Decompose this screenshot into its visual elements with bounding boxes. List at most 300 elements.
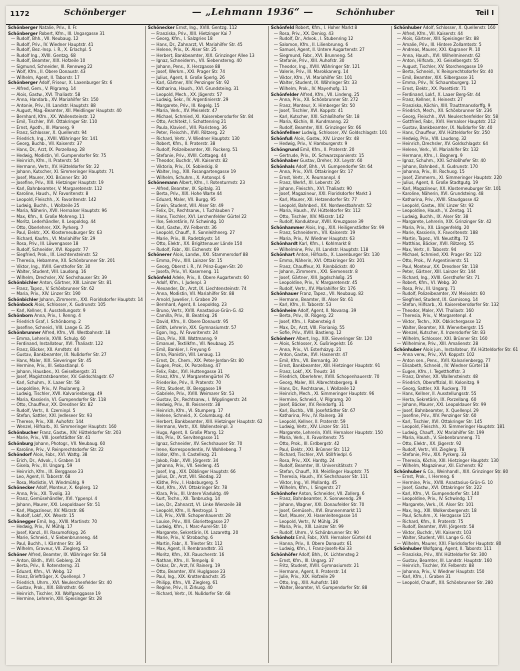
directory-entry: — Karl, Kellner, II. Ausstellungsstr. 9 (11, 308, 86, 314)
directory-entry: — Edith, Lehrerin, XIX. Gymnasiumstr. 57 (150, 325, 237, 331)
directory-entry: — Siegfried, Prok., IX. Liechtensteinstr. 52 (11, 253, 98, 259)
directory-entry: — Wilhelm, Schuhm., X. Antonspl. 6 (150, 175, 226, 181)
directory-entry: — Otto, Chauffeur, XX. Dresdner Str. 82 (11, 403, 94, 409)
directory-entry: — Johann, Hausbes., XI. Geiselbergstr. 31 (11, 369, 97, 375)
directory-entry: — Eduard, Maler, VII. Burgg. 95 (150, 197, 216, 203)
directory-entry: — Viktor, Buchdr., VII. Kaiserstr. 103 (396, 530, 472, 536)
directory-entry: — Theodor, Ing., XVIII. Währinger Str. 121 (273, 64, 360, 70)
directory-entry: — Valerie, Priv., III. Marokkanerg. 14 (273, 70, 349, 76)
directory-entry: — Friedrich Graf, I. Schönborng. 2 (11, 319, 81, 325)
directory-entry: — Franz, Schneiderm., VII. Kaiserstr. 19 (273, 231, 356, 237)
directory-entry: — Hans, Tischler, XVI. Lerchenfelder Gürtel 22 (150, 214, 247, 220)
directory-entry: — Ernst, Kfm., III. Ungarg. 37 (273, 558, 334, 564)
directory-entry: Schönbichler Anton, Gärtner, XIII. Lainzer Str. 81 (8, 281, 112, 287)
directory-entry: — Herbert, Bankbeamter, XIII. Hietzinger Hauptstr. 62 (150, 419, 263, 425)
directory-entry: — Rudolf, Vertr., VII. Zieglerg. 78 (396, 447, 465, 453)
directory-entry: — Franz, Dreher, XX. Wallensteinstr. 48 (396, 375, 478, 381)
directory-entry: — Rudolf, Schneider, XVI. Koppstr. 77 (11, 247, 89, 253)
directory-entry: — Anna, Priv., XVII. Ottakringer Str. 17 (273, 170, 354, 176)
directory-entry: — Leopold, Chauff., X. Sonnleithnerg. 27 (150, 231, 235, 237)
directory-entry: Schönbucher Franz, Gastw., XIV. Hütteldorfer Str. 203 (8, 430, 122, 436)
directory-entry: — Ignaz, Schuhm., XXI. Schloßhofer Str. 40 (396, 159, 486, 165)
directory-entry: — Paula, Klavierl., VIII. Piaristeng. 36 (150, 125, 227, 131)
directory-entry: — Richard, Kaufm., VI. Mariahilfer Str. 29 (11, 236, 96, 242)
directory-entry: — Wilhelmine, Priv., III. Landstr. Hauptstr. 118 (273, 247, 369, 253)
directory-entry: Schönbock Alois, Schlosser, X. Gudrunstr. 105 (8, 303, 106, 309)
directory-entry: — Leopold, Fleischh., X. Favoritenstr. 142 (11, 197, 97, 203)
directory-entry: Schönholz Emil, Fabr., XVII. Hernalser Gürtel 44 (270, 536, 372, 542)
directory-entry: — Hermann, Agent, II. Praterstr. 14 (273, 569, 347, 575)
directory-entry: — Rudolf, Kondukteur, XVIII. Kreuzgasse 39 (273, 220, 364, 226)
directory-entry: — Gustav, Bankbeamter, IX. Nußdorfer Str. 27 (11, 353, 107, 359)
directory-entry: — Erich, Dr., Advok., I. Graben 14 (11, 458, 81, 464)
directory-entry: — Heinrich, Tischler, XII. Wolfganggasse 19 (11, 591, 101, 597)
directory-entry: — Josefine, Priv., XIV. Penzinger Str. 60 (396, 414, 477, 420)
directory-entry: — Ludwig, Buchh., I. Wollzeile 25 (11, 203, 80, 209)
directory-entry: — Leopoldine, Haush., V. Zentag. 11 (396, 209, 472, 215)
directory-entry: — Josefa, Priv., VI. Kaserneng. 11 (150, 270, 220, 276)
directory-entry: — Wilhelm, Agent, II. Taborstr. 17 (11, 75, 80, 81)
directory-entry: — Irene, Korrespondentin, IV. Wohllebeng. 7 (150, 447, 242, 453)
directory-entry: — Josef, Gastw., XVI. Ottakringer Str. 222 (396, 486, 482, 492)
directory-entry: — Paul, Ing., XIX. Krottenbachstr. 35 (150, 575, 226, 581)
directory-entry: Schönecker Ernst, Ing., XVIII. Gentzg. 112 (147, 26, 237, 31)
directory-entry: Schöner Alfred, Beamter, IX. Währinger Str. 58 (8, 552, 107, 558)
directory-entry: — Johann, Pens., X. Herzgasse 88 (150, 64, 221, 70)
directory-entry: — Rudolf Ing., XVIII. Gentzg. 68 (11, 53, 76, 59)
directory-entry: — Berta, Priv., IX. Rögerg. 22 (273, 314, 334, 320)
directory-entry: — Ernst, Vertr., X. Reumannpl. 4 (273, 175, 341, 181)
directory-entry: — Hermine, Priv., XVIII. Anastasius-Grün-G. 10 (396, 480, 493, 486)
directory-entry: — Anton, Bildh., XVII. Geblerg. 24 (11, 558, 81, 564)
directory-entry: — Ernst, Bankbeamter, XIII. Hietzinger Hauptstr. 91 (273, 364, 381, 370)
directory-entry: — Eugen, Prok., IX. Porzellang. 47 (150, 364, 221, 370)
directory-entry: — Rudolf, Dr., Advok., I. Stubenring 12 (273, 37, 354, 43)
directory-entry: — Leopold, Kellner, II. Praterstr. 59 (273, 419, 346, 425)
directory-entry: — Rudolf, Priv., IV. Wiedner Hauptstr. 41 (11, 42, 94, 48)
directory-entry: — Emma, Priv., XIII. Lainzer Str. 15 (150, 258, 223, 264)
directory-entry: — Herbert, Bankbeamter, XIX. Grinzinger Allee 13 (150, 53, 255, 59)
directory-entry: — Katharina, Haush., XVI. Grundsteing. 31 (150, 87, 239, 93)
directory-entry: — Leopold, Fleischh., XI. Simmeringer Hauptstr. 181 (396, 425, 505, 431)
directory-entry: — Johann, Bahnbed., X. Gudrunstr. 170 (396, 164, 478, 170)
directory-entry: — Margarete, Lehrerin, XVII. Hernalser Hauptstr. 150 (273, 430, 383, 436)
directory-entry: — Erwin, Student, VIII. Alser Str. 49 (150, 203, 224, 209)
directory-entry: — Lili, Priv., XVIII. Schopenhauerstr. 28 (150, 514, 231, 520)
directory-entry: — Heinrich, Mech., XI. Simmeringer Hauptstr. 96 (273, 392, 375, 398)
directory-entry: — Hedwig, Priv., VIII. Laudong. 32 (396, 136, 467, 142)
directory-entry: — Rudolf, Beamter, XVII. Jörgerstr. 58 (396, 525, 475, 531)
directory-entry: — Viktor, Ing., XVIII. Gersthofer Str. 30 (11, 264, 91, 270)
directory-entry: — Rosa, Priv., XIX. Hardtg. 24 (273, 458, 335, 464)
directory-entry: — Ludwig, Tischler, XVII. Kalvarienbergg. 49 (11, 392, 103, 398)
directory-entry: — Leopold, Bahnbed., XX. Nordwestbahnstr. 52 (273, 203, 372, 209)
directory-entry: — Georg, Maler, XII. Albrechtsbergerg. 8 (273, 381, 358, 386)
directory-entry: — Wilhelm, Drechsler, XV. Sechshauser Str. 39 (11, 275, 107, 281)
directory-entry: — Ida, Priv., IX. Servitengasse 11 (150, 436, 220, 442)
directory-entry: — Stefanie, Priv., XIII. Auhofstr. 30 (273, 59, 345, 65)
directory-entry: — Bernhard, Kfm., XX. Wallensteinstr. 12 (11, 114, 96, 120)
directory-entry: — Karoline, Näherin, XVI. Grundsteing. 48 (396, 192, 484, 198)
directory-entry: — Josef, Kfm., I. Rabensteig 4 (273, 319, 335, 325)
directory-entry: — Maria, Priv., XIV. Linzer Str. 190 (11, 292, 81, 298)
directory-entry: — Berta, Priv., II. Rotensterng. 31 (11, 564, 80, 570)
directory-entry: — Max, Dr., Arzt, VIII. Florianig. 55 (273, 325, 345, 331)
directory-entry: — Richard, Kfm., II. Praterstr. 75 (396, 519, 464, 525)
directory-entry: Schönberger Adolf, Friseur, X. Laxenburger Str. 6 (8, 81, 113, 87)
directory-entry: — Friedrich, Ing., XVIII. Währinger Str. 141 (11, 136, 98, 142)
directory-entry: Schönhuber Adolf, Schlosser, X. Quellenstr. 160 (393, 26, 496, 31)
directory-entry: — Josef, Bahnbeamter, X. Quellenpl. 29 (396, 408, 479, 414)
directory-entry: — Walter, Student, VIII. Laudong. 16 (11, 270, 87, 276)
directory-entry: — Michael, Schmied, XI. Kaiserebersdorfer Str. 84 (150, 114, 254, 120)
directory-entry: — Stefan, Hilfsarb., XI. Kaiserebersdorfer Str. 132 (396, 303, 499, 309)
directory-entry: — Rudolf, Fabr., XII. Eichenstr. 69 (150, 247, 219, 253)
directory-entry: — Karl, Magazineur, XX. Klosterneuburger Str. 101 (396, 186, 502, 192)
directory-entry: Schönberger Robert, Kfm., III. Ungargasse 31 (8, 31, 105, 37)
directory-entry: — Karl, Kfm., I. Graben 31 (396, 575, 451, 581)
directory-entry: — Andreas, Maurer, XXI. Kagraner Pl. 10 (396, 48, 481, 54)
directory-entry: — Jakob, Fabr., XVII. Jörgerstr. 34 (150, 458, 219, 464)
directory-entry: — Matthias, Bäcker, XVII. Rötzerg. 55 (396, 242, 474, 248)
directory-entry: — Paul, Buchh., I. Kärntner Str. 36 (11, 541, 81, 547)
directory-entry: — Richard, Tischler, XVI. Stillfriedpl. 6 (273, 453, 352, 459)
directory-entry: — Friedrich, Mech., XII. Schönbrunner Str. 236 (396, 109, 493, 115)
directory-entry: — Ludwig, Sekr., IV. Argentinierstr. 29 (150, 98, 229, 104)
directory-entry: — Ernst, Prok., I. Herreng. 6 (396, 475, 455, 481)
directory-entry: Schönfeld Adele, Priv., II. Obere Augartenstr. 60 (147, 275, 249, 281)
directory-entry: — Franziska, Köchin, XIII. Trauttmansdorffg. 9 (396, 103, 491, 109)
directory-entry: — Oskar, Dr., Arzt, IV. Rainerg. 19 (150, 564, 221, 570)
directory-entry: — Julie, Priv., XIX. Hofzeile 29 (273, 575, 335, 581)
directory-entry: — Gottfried, Fabr., XVII. Hernalser Hauptstr. 212 (396, 120, 496, 126)
directory-entry: — Rosa, Priv., XX. Denisg. 43 (273, 31, 334, 37)
directory-entry: — Ludwig, Chauff., XV. Mariahilfer Str. 199 (396, 430, 485, 436)
directory-entry: — Alexander, Dr., Arzt, IX. Liechtensteinstr. 74 (150, 286, 247, 292)
directory-entry: — Franz, Bäcker, XII. Arndtstr. 44 (11, 347, 79, 353)
directory-entry: — Walter, Ing., XIII. Fasangartengasse 19 (150, 170, 236, 176)
directory-entry: — Karl, Magazineur, XV. Märzstr. 86 (11, 508, 85, 514)
directory-entry: — Otto, Prok., III. Erdbergstr. 42 (273, 442, 340, 448)
directory-entry: — Moritz, Lederhändler, II. Leopoldsg. 44 (11, 220, 96, 226)
directory-entry: — Heinrich, Drechsler, XV. Goldschlagstr. 64 (396, 142, 488, 148)
directory-entry: — Emil, Beamter, XIX. Silbergasse 31 (396, 75, 475, 81)
directory-entry: — Antonie, Priv., III. Landstr. Hauptstr. 88 (11, 103, 96, 109)
directory-entry: — Anna verw., Priv., XVI. Koppstr. 102 (396, 353, 475, 359)
directory-entry: — Richard, Ing., XVIII. Gersthofer Str. 71 (396, 275, 480, 281)
page-number: 1172 (10, 10, 30, 18)
directory-entry: — Helene, Priv., IX. Alser Str. 25 (150, 48, 217, 54)
directory-entry: Schönburg Johann, Photogr., VII. Neubaug. 60 (8, 442, 106, 448)
directory-entry: — Josef, Magistratsbeamter, XV. Goldschlagstr. 67 (11, 375, 115, 381)
directory-entry: — Klara, Priv., III. Untere Viaduktg. 49 (150, 491, 229, 497)
directory-entry: — Rosa, Modistin, VI. Windmühlg. 9 (11, 480, 85, 486)
directory-entry: — Rudolf, Bez.-Insp. i. R., X. Erlachpl. 5 (11, 48, 92, 54)
directory-entry: — Louise, Priv., XIII. Gloriettegasse 27 (150, 519, 230, 525)
directory-entry: — Bernhard, Agent, II. Leopoldsg. 23 (150, 303, 227, 309)
directory-entry: — Elsa, Priv., XIII. Wattmanng. 9 (150, 336, 218, 342)
directory-entry: — Wenzel, Kutscher, X. Inzersdorfer Str. 83 (396, 331, 486, 337)
directory-entry: — Heinrich, Tischler, XV. Felberstr. 88 (396, 564, 475, 570)
directory-entry: — Marie, Kassierin, X. Favoritenstr. 188 (396, 231, 478, 237)
directory-entry: — Richard, Vertr., IX. Nußdorfer Str. 68 (150, 591, 231, 597)
directory-entry: — Ludwig, Kfm., I. Franz-Josefs-Kai 33 (273, 547, 352, 553)
directory-entry: — Hans, Chauffeur, XIV. Hütteldorfer Str. 250 (396, 131, 490, 137)
directory-entry: — Therese, Priv., XIII. Auhofstr. 144 (11, 419, 84, 425)
directory-entry: Schönbichler Johann, Zimmerm., XXI. Floridsdorfer Hauptstr. 14 (8, 297, 143, 303)
directory-entry: — Franz, Schlosser, X. Quellenstr. 94 (11, 131, 87, 137)
directory-entry: — David, Kfm., II. Obere Donaustr. 95 (150, 319, 229, 325)
directory-entry: — Peter, Gärtner, XIII. Lainzer Str. 144 (396, 270, 476, 276)
directory-entry: — Eugen, Kfm., I. Tegetthoffstr. 3 (396, 369, 465, 375)
directory-entry: — Johann, Wagner, XXI. Donaufelder Str. 70 (273, 503, 365, 509)
directory-entry: — Georg, Kfm., I. Salzgries 18 (150, 37, 213, 43)
directory-entry: — Katharina, Priv., IV. Rainerg. 38 (273, 414, 344, 420)
directory-entry: — Sofie, Priv., XVIII. Bastieng. 12 (273, 331, 342, 337)
directory-entry: — Robert, Kfm., II. Praterstr. 38 (150, 142, 216, 148)
directory-entry: — Franz, Lokf., XX. Treustr. 34 (273, 369, 336, 375)
directory-entry: — Felix, Fabr., XVI. Huttengasse 31 (150, 369, 223, 375)
directory-entry: — Julius, Agent, II. Große Sperlg. 26 (150, 75, 225, 81)
directory-entry: Schönhals Adolf, Bhh., VI. Gumpendorfer Str. 64 (270, 164, 373, 170)
directory-entry: — Wenzel, Hilfsarb., XI. Simmeringer Hauptstr. 160 (11, 425, 117, 431)
directory-entry: — Hermann, Vertr., XX. Wallensteinpl. 3 (150, 425, 233, 431)
directory-entry: Schönfuß Alois, Gastw., XIV. Linzer Str. 48 (270, 136, 360, 142)
directory-entry: — Ferdinand, Installateur, XVI. Thaliastr. 122 (11, 342, 104, 348)
directory-entry: — Marie, Priv., III. Radetzkystr. 14 (150, 236, 220, 242)
directory-entry: — Franz, Kellner, II. Heinestr. 27 (396, 98, 463, 104)
directory-entry: — Otto, Oberlehrer, XIX. Pyrkerg. 7 (11, 225, 84, 231)
directory-entry: Schöngrund Emil, Kfm., II. Praterstr. 20 (270, 148, 355, 154)
directory-entry: — Wilhelm, Kfm., I. Singerstr. 27 (273, 486, 341, 492)
directory-entry: Schöndorf Alois, Fabr., XVI. Wattg. 38 (8, 453, 88, 459)
directory-entry: — Wilhelm, Magazineur, XII. Eichenstr. 92 (396, 464, 483, 470)
directory-entry: — Otto, Ing., XIII. Auhofstr. 180 (273, 580, 339, 586)
directory-entry: — Theodor, Maler, XVI. Thaliastr. 160 (396, 308, 474, 314)
left-keyword: Schönberger (64, 8, 126, 18)
directory-entry: — Camilla, Priv., III. Beatrixg. 26 (150, 314, 218, 320)
directory-entry: — Ilse, Sekretärin, IV. Schwindg. 10 (150, 220, 224, 226)
directory-entry: — Maria, Verk., X. Favoritenstr. 75 (273, 436, 344, 442)
directory-entry: — Josef, Zimmerm., XI. Simmeringer Hauptstr. 220 (396, 175, 502, 181)
directory-entry: — Martin, Fabr., X. Triester Str. 112 (150, 541, 223, 547)
directory-entry: — Leopoldine, Priv., V. Margaretenstr. 45 (273, 281, 358, 287)
directory-entry: — Theresia, Köchin, XIII. Hietzinger Hauptstr. 130 (396, 458, 499, 464)
directory-entry: — Max, Ing., XIII. Wolkersbergenstr. 18 (396, 508, 477, 514)
directory-entry: — Emil, Kfm., VII. Bernardg. 30 (273, 358, 338, 364)
directory-entry: — Emanuel, Textilkfm., VII. Neubaug. 25 (150, 342, 234, 348)
directory-entry: — Viktor, Techn., XIX. Obkirchergasse 12 (396, 319, 481, 325)
directory-entry: — Stefan, Sattler, XXI. Jedleseer Str. 93 (11, 414, 93, 420)
directory-entry: — Fritz, Student, XVIII. Gymnasiumstr. 21 (273, 564, 360, 570)
directory-entry: — Johanna, Priv., III. Rochusg. 15 (396, 170, 465, 176)
directory-entry: — Adolf, Kfm., I. Judenpl. 3 (150, 281, 207, 287)
directory-entry: — Ignaz, Schneiderm., VII. Siebensterng. 40 (150, 59, 242, 65)
directory-entry: — Rudolf, Vertr., II. Czerninpl. 5 (11, 408, 76, 414)
directory-entry: — Theresia, Priv., V. Margaretenpl. 4 (396, 314, 472, 320)
directory-entry: Schönbrunner Alfred, Kfm., VII. Westbahnstr. 18 (8, 331, 111, 337)
directory-entry: — Erna, Pianistin, VIII. Lenaug. 13 (150, 353, 221, 359)
directory-entry: — Viktor, Kfm., VI. Mariahilfer Str. 101 (273, 75, 353, 81)
directory-entry: — Otto, Tischler, XIV. Märzstr. 142 (273, 214, 345, 220)
directory-entry: — Theodor, Buchdr., VII. Kaiserstr. 82 (150, 159, 228, 165)
directory-entry: — Käthe, Priv., I. Habsburgerg. 5 (150, 480, 218, 486)
directory-entry: — Salomon, Kfm., II. Lilienbrunng. 6 (273, 42, 349, 48)
column-3 (269, 26, 392, 663)
directory-entry: — Helene, Schneid., X. Columbusg. 44 (150, 414, 231, 420)
directory-entry: — Wilhelm, Maurer, XXI. Floridsdorfer Hauptstr. 80 (396, 541, 502, 547)
directory-entry: — Georg, Fleischh., XVI. Neulerchenfelder Str. 58 (396, 114, 499, 120)
directory-entry: — Josef, Tischler, XVI. Koppstr. 41 (273, 109, 344, 115)
directory-entry: — Alois, Gastw., XVI. Thaliastr. 58 (11, 92, 81, 98)
directory-entry: — Wilhelm, Prok., IV. Mayerhofg. 11 (273, 87, 348, 93)
directory-entry: — Hermine, Schneid., V. Pilgramg. 20 (273, 397, 351, 403)
directory-entry: — Max, Vertr., II. Taborstr. 94 (396, 247, 457, 253)
directory-entry: — Hermann, Kfm., I. Bognerg. 9 (396, 153, 463, 159)
directory-entry: — Otto, Elektr., XX. Brigittenauer Lände 150 (150, 242, 243, 248)
directory-entry: — Ferdinand, Lokf., X. Laaer Berg-Str. 44 (396, 92, 481, 98)
directory-entry: — Helene, Verk., VI. Mariahilfer Str. 132 (396, 148, 479, 154)
directory-entry: — Karl, Gastw., XV. Felberstr. 36 (150, 225, 217, 231)
directory-entry: Schönhammer Alois, Ing., XIX. Heiligenstädter Str. 99 (270, 225, 385, 231)
directory-entry: — Hermann, Vertr., XV. Hütteldorfer Str. 22 (11, 164, 100, 170)
directory-entry: — Stefanie, Priv., XVIII. Cottageg. 44 (150, 153, 227, 159)
directory-entry: — Anton sen., Pens., XVII. Kalvarienbergg. 77 (396, 358, 491, 364)
directory-title: — „Lehmann 1936“ — (192, 7, 314, 18)
directory-entry: — Amalie, Priv., III. Hintere Zollamtsstr. 5 (396, 42, 482, 48)
directory-entry: — Otto, Elektr., XX. Jägerstr. 92 (396, 442, 462, 448)
directory-entry: — Otto, Beamter, XIV. Huglgasse 23 (150, 569, 226, 575)
directory-entry: — Katharina, Priv., XVIII. Staudgasse 42 (396, 197, 479, 203)
directory-entry: — Maria, Haush., XV. Hütteldorfer Str. 112 (273, 209, 361, 215)
directory-entry: — Alfred, Gem., V. Pilgramg. 14 (11, 87, 76, 93)
directory-entry: — Franziska, Priv., XIII. Hietzinger Kai 7 (150, 31, 232, 37)
directory-entry: — Martin, Tapez., VII. Neustiftg. 72 (396, 236, 469, 242)
directory-entry: Schönecker Adolf, Monteur, X. Keplerg. 12 (8, 486, 99, 492)
directory-entry: — Heinrich, Kfm., VI. Stumperg. 17 (150, 408, 224, 414)
directory-entry: — Ludwig, Kfm., I. Marc-Aurel-Str. 10 (150, 525, 227, 531)
directory-entry: — Rudolf, Uhrm., V. Schönbrunner Str. 90 (273, 530, 359, 536)
directory-entry: — Rudolf, Vertr., XV. Mariahilfer Str. 176 (273, 286, 356, 292)
directory-entry: — Emma, Näherin, XVI. Ottakringer Str. 201 (273, 258, 365, 264)
directory-entry: — Herta, Sekretärin, IX. Porzellang. 60 (396, 397, 477, 403)
directory-entry: — Alois, Schlosser, X. Gußriegelstr. 16 (273, 342, 353, 348)
directory-entry: — Leopoldine, Priv., IV. Schwindg. 17 (396, 497, 473, 503)
directory-entry: — Gustav, Dr., Rechtsanw., I. Wipplingerstr. 24 (150, 397, 247, 403)
directory-entry: — Karl, Kfm., II. Taborstr. 53 (273, 303, 332, 309)
directory-entry: — Max, Agent, II. Rembrandtstr. 31 (150, 547, 224, 553)
directory-entry: — Hermine, Lehrerin, XIII. Speisinger Str. 28 (11, 597, 102, 603)
directory-entry: — Otto, Architekt, I. Schottenring 21 (150, 120, 227, 126)
directory-entry: Schönherr Albert, Ing., XIX. Sieveringer Str. 120 (270, 336, 373, 342)
directory-entry: — Walter, Student, VIII. Lange G. 61 (396, 536, 472, 542)
directory-entry: Schönhofer Anton, Schneider, VII. Zollerg. 6 (270, 491, 365, 497)
directory-entry: — Josef, Gärtner, XIII. Jagdschloßg. 25 (273, 275, 353, 281)
directory-entry: Schönberger Natalie, Priv., II. Fr. (8, 26, 78, 31)
directory-entry: — Hans, Dr., Arzt, IX. Porzellang. 28 (11, 148, 85, 154)
directory-entry: — Wilhelm, Schlosser, XXI. Brünner Str. 160 (396, 336, 488, 342)
directory-entry: — Johanna, Priv., VII. Seideng. 45 (150, 464, 220, 470)
directory-entry: — Maria, Köchin, III. Kundmanng. 22 (273, 120, 349, 126)
directory-entry: — Leopold, Vertr., IV. Mühlg. 26 (273, 519, 339, 525)
directory-entry: — Alfred, Beamter, IX. Spitalg. 31 (150, 186, 221, 192)
directory-entry: — Kurt, Techn., XII. Tanbruckg. 14 (150, 497, 221, 503)
directory-entry: — Elisabeth, Schneid., IV. Wiedner Gürtel 18 (396, 364, 489, 370)
directory-entry: — Georg, Oberst i. R., IV. Prinz-Eugen-Str. 20 (150, 264, 243, 270)
directory-entry: — Ignaz, Schneider, XV. Sechshauser Str. 70 (150, 442, 243, 448)
directory-entry: — Anton, Hilfsarb., XI. Geiselbergstr. 55 (396, 59, 479, 65)
directory-entry: — Hermine, Priv., III. Sebastianpl. 6 (11, 364, 84, 370)
directory-entry: — Emma, Priv., IV. Schaumburgerg. 12 (396, 81, 477, 87)
directory-entry: — Berta, Schneid., V. Reinprechtsdorfer Str. 40 (396, 70, 494, 76)
directory-entry: — Siegmund, Fabr., XVI. Brunneng. 54 (273, 53, 353, 59)
directory-entry: — Anton, Gastw., XVI. Hasnerstr. 47 (273, 353, 348, 359)
directory-entry: — Franz, Bahnbeamter, X. Sonnwendg. 29 (273, 497, 362, 503)
directory-entry: — Hans, Maler, XIX. Sieveringer Str. 45 (11, 358, 92, 364)
directory-entry: — Karoline, Priv., V. Reinprechtsdorfer Str. 22 (11, 447, 104, 453)
directory-entry: — Berta, Priv., XIX. Hohe Warte 44 (150, 192, 222, 198)
column-2 (146, 26, 269, 663)
directory-entry: — Anna, Handarb., XV. Mariahilfer Str. 150 (11, 98, 99, 104)
directory-entry: — Georg, Sattler, XII. Ruckerg. 70 (396, 386, 467, 392)
directory-entry: Schönegger Emil, Ing., XVIII. Martinstr. 70 (8, 519, 98, 525)
directory-entry: Schönhauer Franz, Tapez., VII. Neubaug. 82 (270, 292, 364, 298)
directory-entry: — Maria, Näherin, XVII. Hernalser Hauptstr. 96 (11, 209, 107, 215)
directory-entry: — Hans, Dr., Rechtsanw., I. Wollzeile 12 (273, 386, 356, 392)
directory-entry: — Rudolf, Beamter, IX. Universitätsstr. 7 (273, 464, 358, 470)
directory-entry: — Franz, Gemüsehändler, XVI. Yppenpl. 4 (11, 497, 98, 503)
directory-entry: — Leopold, Kfm., II. Nestroypl. 1 (150, 508, 218, 514)
directory-entry: — Heinrich, Kfm., II. Praterstr. 54 (11, 159, 79, 165)
column-4 (392, 26, 520, 663)
directory-entry: — Nathan, Kfm., II. Tempelg. 8 (150, 558, 214, 564)
directory-entry: — Anna, Haush., XVI. Wilhelminenstr. 62 (396, 53, 481, 59)
directory-entry: Schönborn Anna, Priv., I. Renng. 4 (8, 314, 81, 320)
directory-entry: — Josef, Kanzl., III. Rasumofskyg. 26 (11, 530, 86, 536)
directory-entry: — Eduard, Kfm., VI. Webg. 12 (11, 569, 72, 575)
directory-entry: — Rudolf, Beamter, XIX. Grinzinger Str. 66 (273, 125, 362, 131)
directory-entry: — Emma, Lehrerin, XVIII. Schulg. 60 (11, 336, 86, 342)
directory-entry: — Karl, Gärtner, XIV. Penzinger Str. 92 (150, 81, 230, 87)
right-keyword: Schönhuber (336, 8, 395, 18)
directory-entry: — Hans, Dr., Zahnarzt, VI. Mariahilfer Str. 45 (150, 42, 243, 48)
directory-entry: — Franz, Werkf., XI. Leberstr. 26 (273, 181, 340, 187)
directory-entry: — Moritz, Kfm., XX. Rauscherstr. 16 (150, 552, 225, 558)
directory-entry: — Johanna, Priv., V. Wiedner Hauptstr. 150 (396, 569, 485, 575)
directory-entry: — Emil, Bankier, I. Freyung 6 (150, 347, 211, 353)
directory-entry: — Rudolf, Bhh., VII. Neubaug. 12 (11, 37, 79, 43)
directory-entry: — Theresia, Haush., XV. Sechshauser Str. 111 (273, 475, 369, 481)
directory-entry: — Rudolf, Beamter, XIX. Hofzeile 10 (11, 59, 86, 65)
directory-entry: — Hedwig, Priv., IV. Mühlg. 17 (11, 525, 73, 531)
directory-entry: — Ludwig, Buchh., IX. Alser Str. 38 (396, 214, 469, 220)
directory-entry: — Leopold, Chauff., XII. Schönbrunner Str. 280 (396, 580, 493, 586)
directory-entry: — Josef, Werkm., XXI. Prager Str. 74 (150, 70, 226, 76)
directory-entry: — Walter, Beamter, VI. Gumpendorfer Str. 88 (273, 586, 368, 592)
directory-entry: — Rosa, Priv., III. Ungarg. 71 (396, 286, 456, 292)
directory-entry: — Karl, Schuhm., X. Laaer Str. 58 (11, 381, 80, 386)
directory-entry: — Walter, Beamter, XII. Wienerbergstr. 15 (396, 325, 484, 331)
directory-entry: — August, Tischler, XV. Storchengasse 19 (396, 64, 483, 70)
directory-entry: Schönhuber Wolfgang, Agent, II. Taborstr. 111 (393, 547, 492, 553)
directory-entry: — Maria, Priv., XII. Längenfeldg. 20 (396, 225, 470, 231)
directory-entry: — Fritz, Student, IX. Berggasse 19 (150, 386, 222, 392)
directory-entry: — Stefanie, Priv., XIX. Pyrkerg. 33 (396, 453, 467, 459)
directory-entry: — Margarete, Lehrerin, XIX. Grinzinger Str. 42 (396, 220, 492, 226)
directory-entry: — Margarete, Priv., III. Kegelg. 15 (150, 103, 220, 109)
directory-entry: — Hedwig, Priv., III. Reisnerstr. 38 (150, 403, 221, 409)
directory-entry: — Leopoldine, Priv., IV. Paulanerg. 3 (11, 386, 85, 392)
